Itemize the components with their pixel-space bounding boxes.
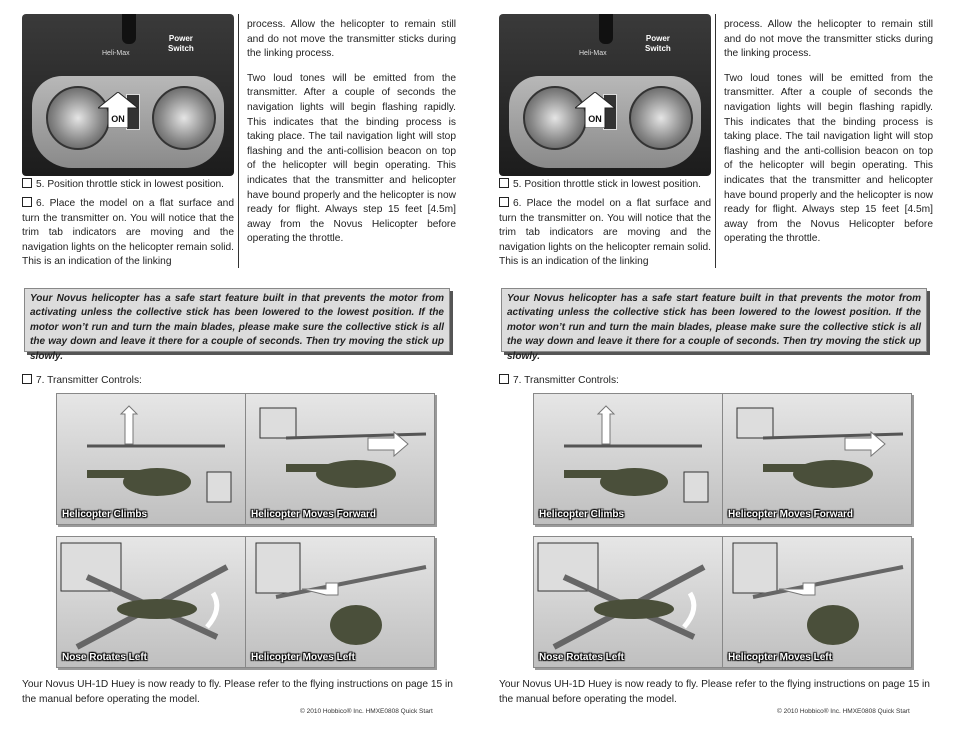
tones-paragraph: Two loud tones will be emitted from the transmitter. After a couple of seconds the navigation lights will begin flashing rapidly. This indicates that the binding process is taking place. The tail navigation light will stop flashing and the anti-collision beacon on top of the helicopter will begin operating. This indicates that the transmitter and helicopter have bound properly and the helicopter is now ready for flight. Always step 15 feet [4.5m] away from the Novus Helicopter before operating the throttle. bbox=[724, 72, 933, 245]
power-switch-label bbox=[168, 34, 194, 54]
transmitter-brand: Heli-Max bbox=[579, 50, 607, 57]
power-switch-label bbox=[645, 34, 671, 54]
tile-caption: Helicopter Climbs bbox=[62, 509, 148, 520]
column-divider bbox=[238, 14, 239, 268]
linking-paragraph: process. Allow the helicopter to remain still and do not move the transmitter sticks during the linking process. bbox=[247, 19, 456, 60]
tile-nose-rotates-left bbox=[533, 536, 723, 668]
safe-start-note: Your Novus helicopter has a safe start feature built in that prevents the motor from activating unless the collective stick has been lowered to the lowest position. If the motor won’t run and turn the main blades, please make sure the collective stick is all the way down and leave it there for a couple of seconds. Then try moving the stick up slowly. bbox=[24, 288, 450, 352]
tile-nose-rotates-left bbox=[56, 536, 246, 668]
on-label: ON bbox=[588, 114, 602, 124]
tones-paragraph: Two loud tones will be emitted from the transmitter. After a couple of seconds the navigation lights will begin flashing rapidly. This indicates that the binding process is taking place. The tail navigation light will stop flashing and the anti-collision beacon on top of the helicopter will begin operating. This indicates that the transmitter and helicopter have bound properly and the helicopter is now ready for flight. Always step 15 feet [4.5m] away from the Novus Helicopter before operating the throttle. bbox=[247, 72, 456, 245]
rotate-illustration bbox=[534, 537, 722, 667]
tile-caption: Helicopter Moves Forward bbox=[728, 509, 854, 520]
tile-caption: Helicopter Moves Left bbox=[728, 652, 832, 663]
transmitter-photo bbox=[499, 14, 711, 176]
checkbox-icon bbox=[22, 178, 32, 188]
climbs-illustration bbox=[57, 394, 245, 524]
transmitter-photo bbox=[22, 14, 234, 176]
step-7 bbox=[22, 374, 142, 386]
step-6-text: 6. Place the model on a flat surface and turn the transmitter on. You will notice that the trim tab indicators are moving and the navigation lights on the helicopter remain solid. This is an indication of the linking bbox=[499, 198, 711, 268]
step-7-text: 7. Transmitter Controls: bbox=[36, 375, 142, 386]
tile-caption: Nose Rotates Left bbox=[62, 652, 148, 663]
transmitter-brand: Heli-Max bbox=[102, 50, 130, 57]
tile-caption: Nose Rotates Left bbox=[539, 652, 625, 663]
right-column bbox=[724, 18, 933, 257]
column-divider bbox=[715, 14, 716, 268]
checkbox-icon bbox=[22, 197, 32, 207]
on-arrow-icon bbox=[575, 92, 615, 128]
right-column bbox=[247, 18, 456, 257]
checkbox-icon bbox=[22, 374, 32, 384]
linking-paragraph: process. Allow the helicopter to remain still and do not move the transmitter sticks during the linking process. bbox=[724, 19, 933, 60]
on-arrow-icon bbox=[98, 92, 138, 128]
step-5-text: 5. Position throttle stick in lowest position. bbox=[513, 179, 701, 190]
tile-helicopter-moves-forward bbox=[245, 393, 435, 525]
copyright: © 2010 Hobbico® Inc. HMXE0808 Quick Start bbox=[300, 708, 433, 715]
tile-helicopter-climbs bbox=[56, 393, 246, 525]
page-right bbox=[477, 0, 954, 738]
step-6 bbox=[499, 197, 711, 270]
safe-start-note: Your Novus helicopter has a safe start feature built in that prevents the motor from activating unless the collective stick has been lowered to the lowest position. If the motor won’t run and turn the main blades, please make sure the collective stick is all the way down and leave it there for a couple of seconds. Then try moving the stick up slowly. bbox=[501, 288, 927, 352]
power-label-line2: Switch bbox=[645, 44, 671, 53]
step-7 bbox=[499, 374, 619, 386]
power-label-line1: Power bbox=[168, 34, 193, 43]
tile-caption: Helicopter Moves Left bbox=[251, 652, 355, 663]
checkbox-icon bbox=[499, 197, 509, 207]
checkbox-icon bbox=[499, 374, 509, 384]
on-label: ON bbox=[111, 114, 125, 124]
checkbox-icon bbox=[499, 178, 509, 188]
left-illustration bbox=[246, 537, 434, 667]
step-6 bbox=[22, 197, 234, 270]
step-7-text: 7. Transmitter Controls: bbox=[513, 375, 619, 386]
tile-helicopter-climbs bbox=[533, 393, 723, 525]
closing-paragraph: Your Novus UH-1D Huey is now ready to fly. Please refer to the flying instructions on page 15 in the manual before operating the model. bbox=[499, 679, 930, 705]
tile-helicopter-moves-forward bbox=[722, 393, 912, 525]
closing-paragraph: Your Novus UH-1D Huey is now ready to fly. Please refer to the flying instructions on page 15 in the manual before operating the model. bbox=[22, 679, 453, 705]
tile-caption: Helicopter Climbs bbox=[539, 509, 625, 520]
antenna bbox=[599, 14, 613, 44]
forward-illustration bbox=[246, 394, 434, 524]
right-stick bbox=[152, 86, 216, 150]
step-6-text: 6. Place the model on a flat surface and turn the transmitter on. You will notice that the trim tab indicators are moving and the navigation lights on the helicopter remain solid. This is an indication of the linking bbox=[22, 198, 234, 268]
antenna bbox=[122, 14, 136, 44]
left-illustration bbox=[723, 537, 911, 667]
right-stick bbox=[629, 86, 693, 150]
step-5-text: 5. Position throttle stick in lowest position. bbox=[36, 179, 224, 190]
climbs-illustration bbox=[534, 394, 722, 524]
tile-helicopter-moves-left bbox=[722, 536, 912, 668]
power-label-line1: Power bbox=[645, 34, 670, 43]
tile-caption: Helicopter Moves Forward bbox=[251, 509, 377, 520]
copyright: © 2010 Hobbico® Inc. HMXE0808 Quick Start bbox=[777, 708, 910, 715]
power-label-line2: Switch bbox=[168, 44, 194, 53]
step-5 bbox=[22, 178, 234, 193]
tile-helicopter-moves-left bbox=[245, 536, 435, 668]
step-5 bbox=[499, 178, 711, 193]
forward-illustration bbox=[723, 394, 911, 524]
rotate-illustration bbox=[57, 537, 245, 667]
